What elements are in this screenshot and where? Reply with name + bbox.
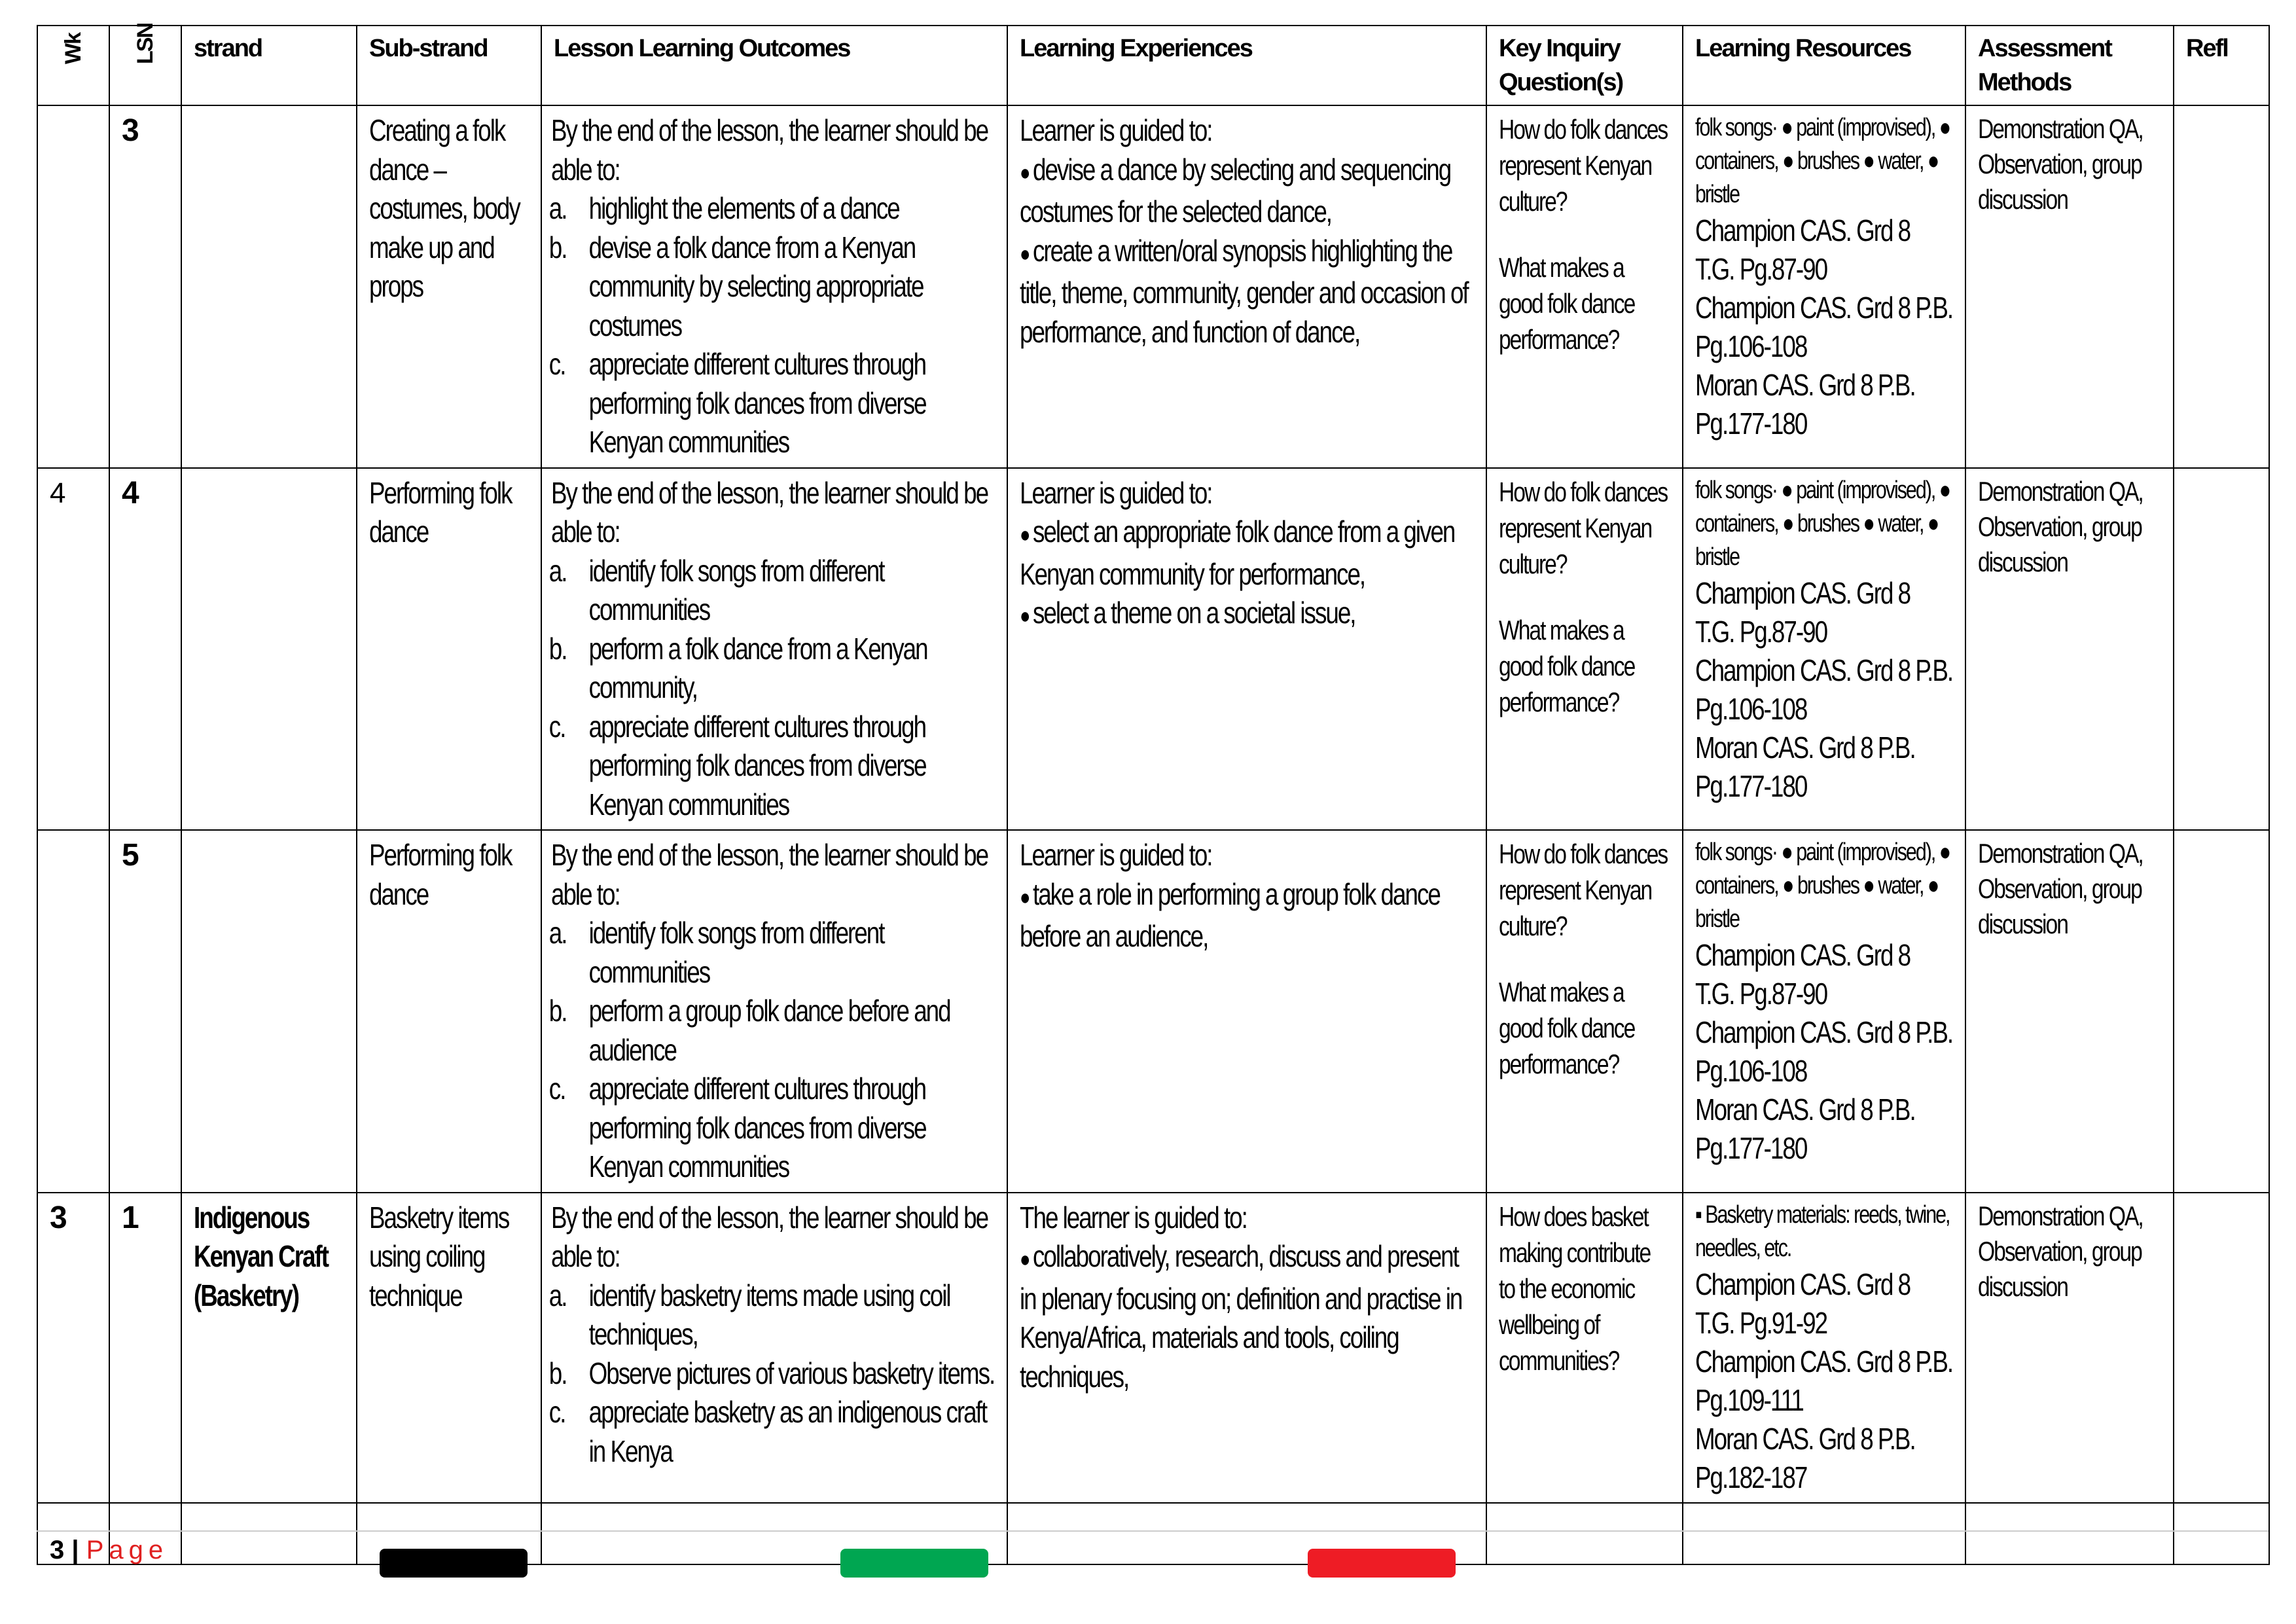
header-sub-strand: Sub-strand (357, 26, 541, 105)
flag-bar-black (380, 1549, 528, 1578)
outcome-marker: a. (548, 1278, 567, 1312)
lesson-number: 3 (122, 113, 138, 148)
page-separator: | (71, 1536, 79, 1564)
experience-text: devise a dance by selecting and sequencing costumes for the selected dance, (1020, 152, 1451, 228)
page-footer (50, 1536, 168, 1565)
bullet-icon: ● (1020, 522, 1033, 547)
resource-book: Moran CAS. Grd 8 P.B. Pg.177-180 (1695, 1092, 1915, 1165)
lesson-row (37, 1193, 2269, 1504)
lesson-row (37, 105, 2269, 468)
experiences-intro: Learner is guided to: (1020, 838, 1212, 872)
week-cell (37, 1193, 109, 1504)
flag-bar-red (1308, 1549, 1456, 1578)
resource-materials: folk songs· ● paint (improvised), ● containers, ● brushes ● water, ● bristle (1695, 114, 1950, 208)
inquiry-cell (1486, 105, 1683, 468)
empty-cell (1486, 1503, 1683, 1564)
sub-strand-text: Basketry items using coiling technique (369, 1200, 509, 1312)
outcomes-cell (541, 105, 1007, 468)
experience-item (1020, 232, 1474, 352)
resources-cell (1683, 830, 1965, 1193)
header-lsn: LSN (109, 26, 181, 105)
week-cell (37, 830, 109, 1193)
lesson-number-cell (109, 830, 181, 1193)
outcome-text: perform a group folk dance before and audience (588, 994, 950, 1067)
resource-materials: ▪ Basketry materials: reeds, twine, needles, etc. (1695, 1200, 1950, 1262)
outcome-marker: c. (548, 1072, 565, 1106)
inquiry-question: How do folk dances represent Kenyan culture? (1499, 839, 1668, 941)
bullet-icon: ● (1020, 160, 1033, 185)
outcomes-intro: By the end of the lesson, the learner should be able to: (551, 1200, 988, 1273)
outcome-marker: b. (548, 631, 567, 666)
outcome-text: highlight the elements of a dance (588, 191, 899, 225)
outcome-item (548, 552, 995, 630)
bullet-icon: ● (1020, 604, 1033, 628)
resources-cell (1683, 468, 1965, 831)
experience-text: create a written/oral synopsis highlighting the title, theme, community, gender and occasion of performance, and function of dance, (1020, 233, 1468, 349)
resource-book: Moran CAS. Grd 8 P.B. Pg.177-180 (1695, 368, 1915, 441)
outcomes-cell (541, 468, 1007, 831)
experience-text: collaboratively, research, discuss and present in plenary focusing on; definition and practise in Kenya/Africa, materials and tools, coiling techniques, (1020, 1239, 1462, 1394)
assessment-text: Demonstration QA, Observation, group discussion (1978, 1200, 2143, 1302)
outcome-item (548, 345, 995, 462)
header-assessment: Assessment Methods (1965, 26, 2174, 105)
outcome-text: appreciate different cultures through performing folk dances from diverse Kenyan communities (588, 709, 926, 821)
header-reflection: Refl (2174, 26, 2269, 105)
reflection-cell (2174, 1193, 2269, 1504)
footer-divider (37, 1530, 2269, 1532)
inquiry-question: What makes a good folk dance performance? (1499, 977, 1635, 1079)
empty-cell (181, 1503, 357, 1564)
outcome-text: perform a folk dance from a Kenyan community, (588, 631, 927, 704)
inquiry-question: What makes a good folk dance performance? (1499, 614, 1635, 717)
assessment-text: Demonstration QA, Observation, group discussion (1978, 475, 2143, 577)
lesson-number: 1 (122, 1200, 138, 1235)
outcomes-cell (541, 830, 1007, 1193)
sub-strand-text: Performing folk dance (369, 838, 512, 911)
assessment-cell (1965, 468, 2174, 831)
lesson-row (37, 468, 2269, 831)
week-number: 4 (50, 477, 64, 509)
outcome-text: appreciate basketry as an indigenous craft in Kenya (588, 1395, 987, 1468)
experience-text: take a role in performing a group folk dance before an audience, (1020, 876, 1440, 953)
outcome-marker: c. (548, 347, 565, 381)
resource-book: Champion CAS. Grd 8 P.B. Pg.106-108 (1695, 653, 1953, 726)
outcome-item (548, 708, 995, 825)
empty-cell (1965, 1503, 2174, 1564)
bullet-icon: ● (1020, 241, 1033, 266)
header-row (37, 26, 2269, 105)
sub-strand-cell (357, 105, 541, 468)
outcome-item (548, 1276, 995, 1354)
strand-text: Indigenous Kenyan Craft (Basketry) (194, 1200, 329, 1312)
resources-cell (1683, 105, 1965, 468)
resource-book: Champion CAS. Grd 8 T.G. Pg.87-90 (1695, 938, 1910, 1011)
resource-book: Champion CAS. Grd 8 T.G. Pg.87-90 (1695, 575, 1910, 649)
sub-strand-text: Creating a folk dance – costumes, body make up and props (369, 113, 520, 303)
outcomes-intro: By the end of the lesson, the learner should be able to: (551, 113, 988, 187)
outcome-marker: b. (548, 994, 567, 1028)
outcome-item (548, 1393, 995, 1471)
resource-book: Champion CAS. Grd 8 P.B. Pg.109-111 (1695, 1344, 1953, 1417)
header-wk: Wk (37, 26, 109, 105)
outcome-text: appreciate different cultures through performing folk dances from diverse Kenyan communities (588, 347, 926, 459)
reflection-cell (2174, 105, 2269, 468)
resource-book: Champion CAS. Grd 8 T.G. Pg.91-92 (1695, 1267, 1910, 1340)
inquiry-cell (1486, 468, 1683, 831)
lesson-number-cell (109, 468, 181, 831)
reflection-cell (2174, 468, 2269, 831)
experience-item (1020, 875, 1474, 956)
resource-materials: folk songs· ● paint (improvised), ● containers, ● brushes ● water, ● bristle (1695, 476, 1950, 571)
experiences-cell (1007, 105, 1486, 468)
outcomes-cell (541, 1193, 1007, 1504)
experiences-intro: The learner is guided to: (1020, 1200, 1247, 1235)
bullet-icon: ● (1020, 1247, 1033, 1272)
outcome-item (548, 1070, 995, 1187)
experience-text: select an appropriate folk dance from a given Kenyan community for performance, (1020, 514, 1455, 591)
header-inquiry: Key Inquiry Question(s) (1486, 26, 1683, 105)
assessment-cell (1965, 1193, 2174, 1504)
resource-materials: folk songs· ● paint (improvised), ● containers, ● brushes ● water, ● bristle (1695, 839, 1950, 933)
sub-strand-text: Performing folk dance (369, 475, 512, 549)
sub-strand-cell (357, 468, 541, 831)
bullet-icon: ● (1020, 884, 1033, 910)
strand-cell (181, 1193, 357, 1504)
resources-cell (1683, 1193, 1965, 1504)
week-cell (37, 105, 109, 468)
inquiry-question: What makes a good folk dance performance? (1499, 252, 1635, 355)
week-number: 3 (50, 1200, 66, 1235)
experiences-intro: Learner is guided to: (1020, 475, 1212, 510)
flag-bar-green (840, 1549, 988, 1578)
header-experiences: Learning Experiences (1007, 26, 1486, 105)
outcome-text: identify folk songs from different communities (588, 916, 884, 989)
scheme-of-work-table (37, 25, 2270, 1565)
outcome-text: identify folk songs from different communities (588, 553, 884, 626)
header-resources: Learning Resources (1683, 26, 1965, 105)
strand-cell (181, 468, 357, 831)
inquiry-question: How does basket making contribute to the economic wellbeing of communities? (1499, 1200, 1651, 1376)
outcome-text: Observe pictures of various basketry items. (588, 1356, 995, 1390)
outcome-item (548, 914, 995, 992)
outcome-marker: a. (548, 191, 567, 225)
lesson-number-cell (109, 1193, 181, 1504)
outcome-marker: a. (548, 553, 567, 588)
outcome-item (548, 630, 995, 708)
resource-book: Moran CAS. Grd 8 P.B. Pg.182-187 (1695, 1421, 1915, 1494)
assessment-text: Demonstration QA, Observation, group discussion (1978, 113, 2143, 215)
resource-book: Champion CAS. Grd 8 P.B. Pg.106-108 (1695, 291, 1953, 363)
experience-text: select a theme on a societal issue, (1032, 596, 1355, 630)
header-outcomes: Lesson Learning Outcomes (541, 26, 1007, 105)
experience-item (1020, 1237, 1474, 1396)
lesson-number: 4 (122, 475, 138, 511)
inquiry-question: How do folk dances represent Kenyan culture? (1499, 476, 1668, 579)
inquiry-cell (1486, 830, 1683, 1193)
experiences-cell (1007, 1193, 1486, 1504)
outcome-text: appreciate different cultures through performing folk dances from diverse Kenyan communities (588, 1072, 926, 1183)
empty-cell (1683, 1503, 1965, 1564)
outcome-marker: c. (548, 1395, 565, 1429)
experience-item (1020, 594, 1474, 636)
page-word: Page (86, 1536, 169, 1564)
assessment-cell (1965, 105, 2174, 468)
sub-strand-cell (357, 1193, 541, 1504)
assessment-text: Demonstration QA, Observation, group discussion (1978, 838, 2143, 939)
strand-cell (181, 105, 357, 468)
reflection-cell (2174, 830, 2269, 1193)
outcome-item (548, 992, 995, 1070)
outcome-text: devise a folk dance from a Kenyan community by selecting appropriate costumes (588, 230, 924, 342)
inquiry-cell (1486, 1193, 1683, 1504)
lesson-row (37, 830, 2269, 1193)
lesson-number-cell (109, 105, 181, 468)
outcomes-intro: By the end of the lesson, the learner should be able to: (551, 838, 988, 911)
outcome-text: identify basketry items made using coil techniques, (588, 1278, 950, 1351)
resource-book: Champion CAS. Grd 8 P.B. Pg.106-108 (1695, 1015, 1953, 1088)
outcome-marker: b. (548, 230, 567, 264)
outcome-item (548, 228, 995, 346)
experiences-intro: Learner is guided to: (1020, 113, 1212, 147)
inquiry-question: How do folk dances represent Kenyan culture? (1499, 114, 1668, 217)
page-number: 3 (50, 1536, 65, 1564)
outcome-marker: a. (548, 916, 567, 950)
assessment-cell (1965, 830, 2174, 1193)
sub-strand-cell (357, 830, 541, 1193)
outcome-item (548, 189, 995, 228)
strand-cell (181, 830, 357, 1193)
experience-item (1020, 513, 1474, 594)
lesson-number: 5 (122, 838, 138, 873)
resource-book: Champion CAS. Grd 8 T.G. Pg.87-90 (1695, 213, 1910, 286)
resource-book: Moran CAS. Grd 8 P.B. Pg.177-180 (1695, 730, 1915, 803)
header-strand: strand (181, 26, 357, 105)
outcome-marker: c. (548, 709, 565, 744)
empty-cell (2174, 1503, 2269, 1564)
experience-item (1020, 151, 1474, 232)
outcome-item (548, 1354, 995, 1394)
empty-row (37, 1503, 2269, 1564)
outcome-marker: b. (548, 1356, 567, 1390)
experiences-cell (1007, 830, 1486, 1193)
week-cell (37, 468, 109, 831)
outcomes-intro: By the end of the lesson, the learner should be able to: (551, 475, 988, 549)
experiences-cell (1007, 468, 1486, 831)
